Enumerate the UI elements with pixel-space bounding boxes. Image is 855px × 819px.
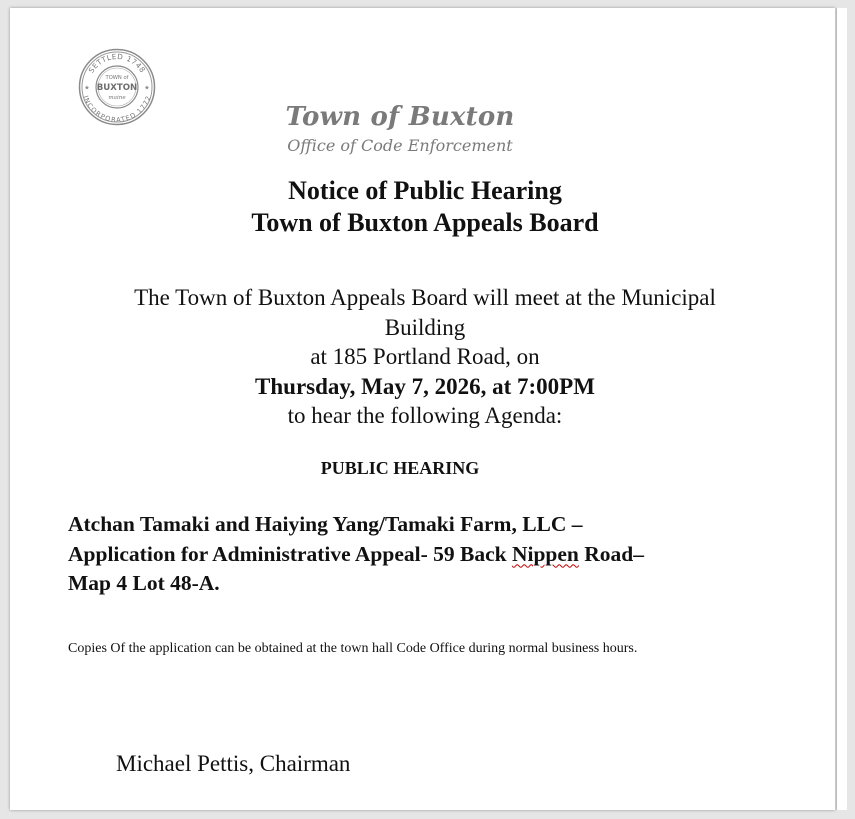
meeting-date-time: Thursday, May 7, 2026, at 7:00PM [255,373,595,399]
seal-ring-top: SETTLED 1748 [86,51,148,75]
agenda-line-2-start: Application for Administrative Appeal- 59 Back [68,541,512,566]
seal-center-bottom: maine [108,95,126,101]
letterhead-subtitle: Office of Code Enforcement [287,136,513,155]
agenda-line-3: Map 4 Lot 48-A. [68,571,220,595]
svg-text:★: ★ [84,85,90,92]
seal-center-name: BUXTON [96,83,138,93]
notice-heading: Notice of Public Hearing [288,176,562,205]
section-heading: PUBLIC HEARING [320,458,480,478]
seal-center-top: TOWN of [105,75,129,81]
agenda-item [68,510,798,599]
board-heading: Town of Buxton Appeals Board [251,208,599,237]
agenda-line-1: Atchan Tamaki and Haiying Yang/Tamaki Farm, LLC – [68,512,583,536]
meeting-agenda-intro: to hear the following Agenda: [287,403,563,428]
meeting-line-1: The Town of Buxton Appeals Board will meet at the Municipal [134,285,716,310]
signature-line: Michael Pettis, Chairman [116,751,351,776]
svg-text:★: ★ [144,85,150,92]
spellcheck-flagged-word[interactable]: Nippen [511,541,579,566]
meeting-location: at 185 Portland Road, on [310,344,540,369]
letterhead-title: Town of Buxton [285,102,515,132]
page-edge [836,8,847,810]
copies-note: Copies Of the application can be obtained at the town hall Code Office during normal business hours. [68,641,638,656]
meeting-line-2: Building [384,314,466,340]
meeting-details [40,283,810,431]
seal-ring-bottom: INCORPORATED 1772 [81,94,153,124]
agenda-line-2 [68,540,798,570]
agenda-line-2-end: Road– [578,541,644,566]
